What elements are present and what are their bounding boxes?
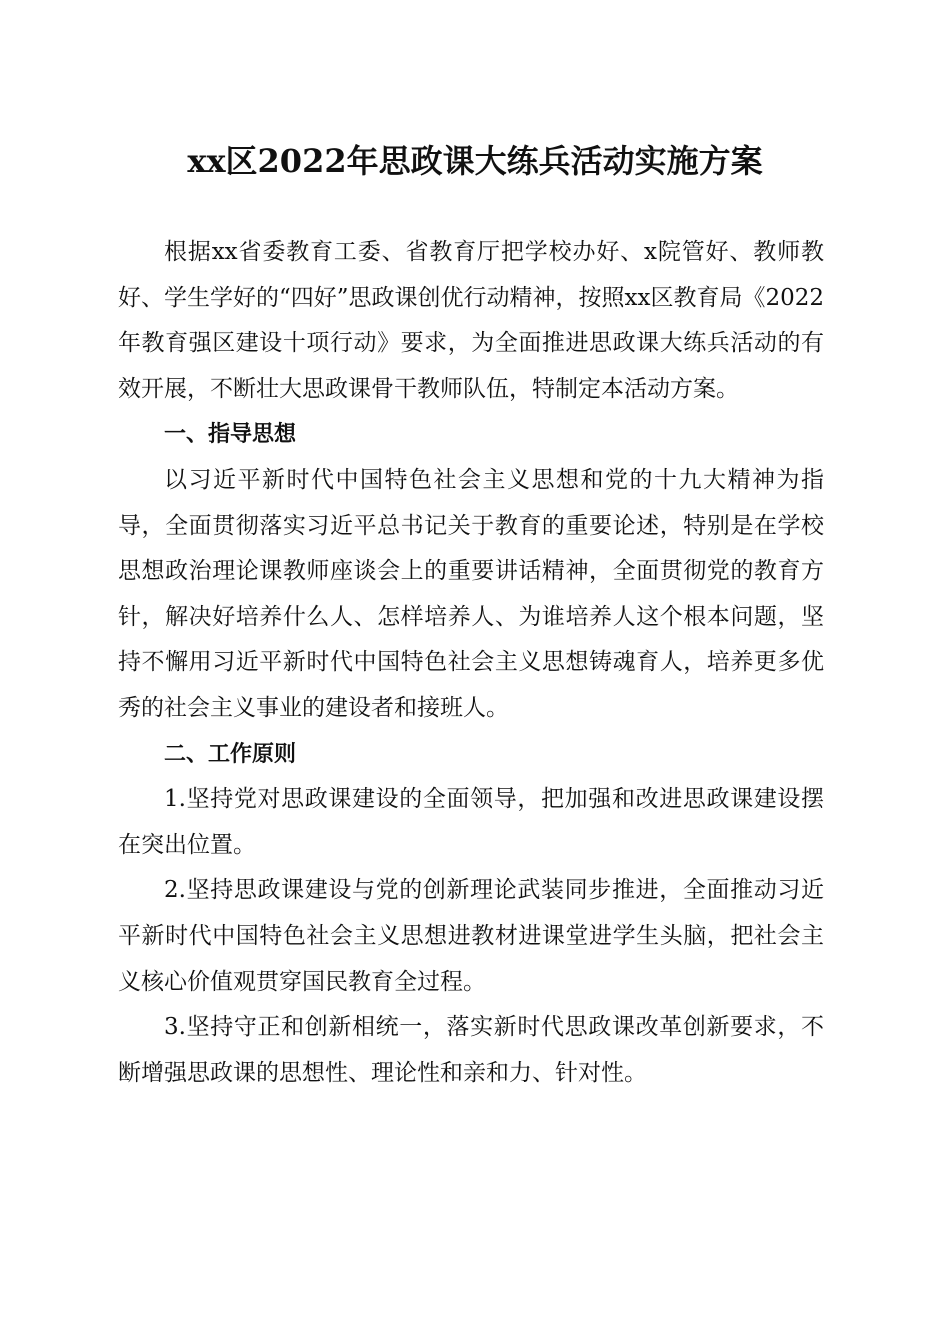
document-body — [118, 230, 824, 1096]
document-title: xx区2022年思政课大练兵活动实施方案 — [187, 142, 763, 180]
principle-item-2: 2.坚持思政课建设与党的创新理论武装同步推进，全面推动习近平新时代中国特色社会主义思想进教材进课堂进学生头脑，把社会主义核心价值观贯穿国民教育全过程。 — [118, 877, 824, 995]
guiding-ideology-paragraph: 以习近平新时代中国特色社会主义思想和党的十九大精神为指导，全面贯彻落实习近平总书记关于教育的重要论述，特别是在学校思想政治理论课教师座谈会上的重要讲话精神，全面贯彻党的教育方针，解决好培养什么人、怎样培养人、为谁培养人这个根本问题，坚持不懈用习近平新时代中国特色社会主义思想铸魂育人，培养更多优秀的社会主义事业的建设者和接班人。 — [118, 466, 824, 721]
intro-paragraph: 根据xx省委教育工委、省教育厅把学校办好、x院管好、教师教好、学生学好的“四好”思政课创优行动精神，按照xx区教育局《2022年教育强区建设十项行动》要求，为全面推进思政课大练兵活动的有效开展，不断壮大思政课骨干教师队伍，特制定本活动方案。 — [118, 239, 824, 402]
section-heading-work-principles: 二、工作原则 — [164, 741, 297, 767]
section-heading-guiding-ideology: 一、指导思想 — [164, 422, 297, 448]
principle-item-1: 1.坚持党对思政课建设的全面领导，把加强和改进思政课建设摆在突出位置。 — [118, 786, 824, 858]
principle-item-3: 3.坚持守正和创新相统一，落实新时代思政课改革创新要求，不断增强思政课的思想性、理论性和亲和力、针对性。 — [118, 1014, 824, 1086]
